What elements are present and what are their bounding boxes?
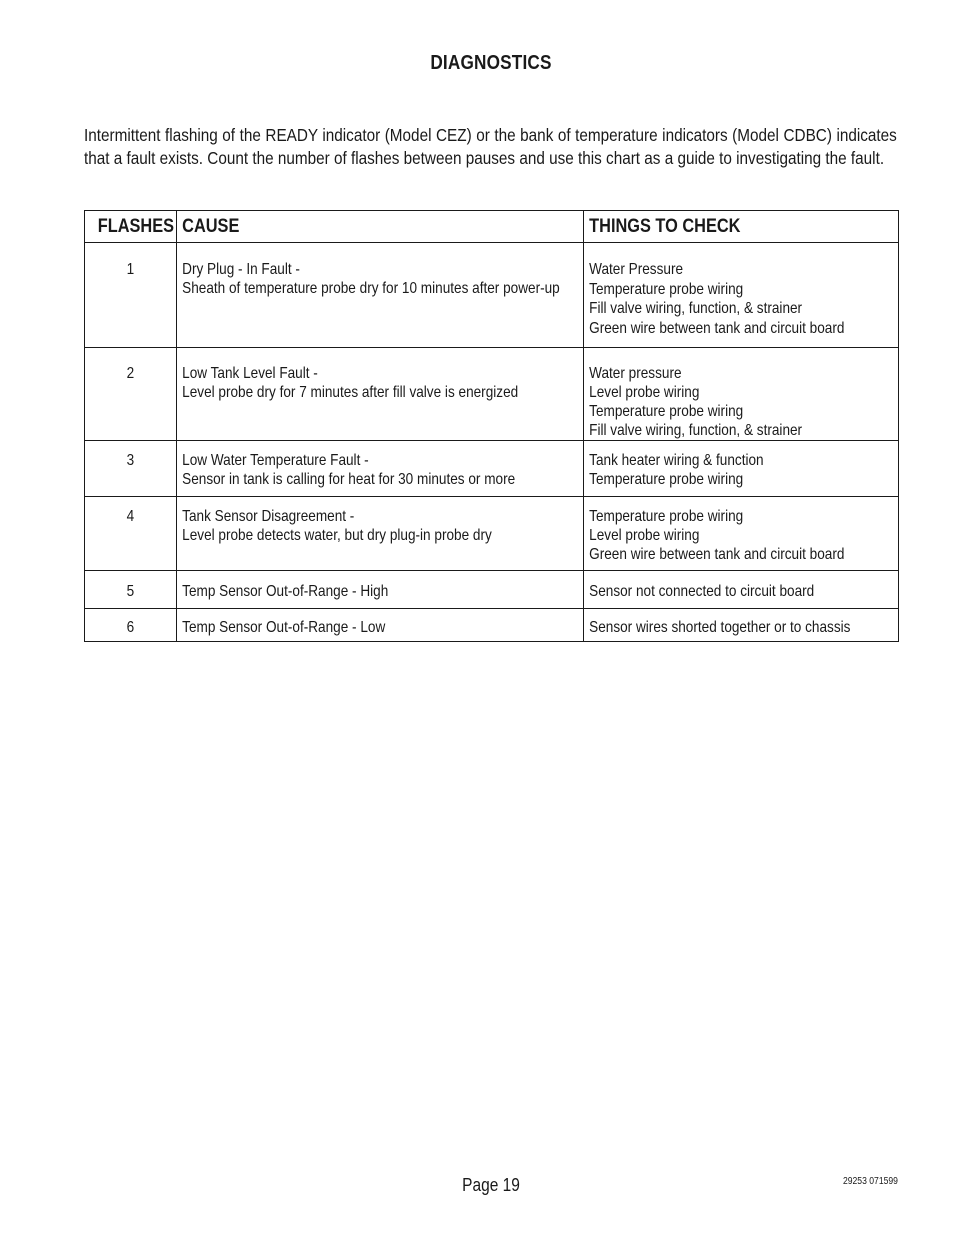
flashes-cell bbox=[85, 243, 177, 348]
flashes-count: 4 bbox=[126, 508, 135, 525]
check-item: Water Pressure bbox=[589, 261, 684, 278]
things-to-check-cell bbox=[584, 609, 899, 642]
cause-line: Temp Sensor Out-of-Range - High bbox=[182, 583, 389, 600]
table-header-row bbox=[85, 211, 899, 243]
header-cause: CAUSE bbox=[177, 211, 584, 243]
table-row bbox=[85, 441, 899, 497]
check-item: Sensor wires shorted together or to chassis bbox=[589, 619, 851, 636]
cause-cell bbox=[177, 497, 584, 571]
table-row bbox=[85, 348, 899, 441]
cause-line: Level probe dry for 7 minutes after fill valve is energized bbox=[182, 384, 519, 401]
check-item: Green wire between tank and circuit board bbox=[589, 319, 845, 337]
cause-line: Temp Sensor Out-of-Range - Low bbox=[182, 619, 386, 636]
check-item: Temperature probe wiring bbox=[589, 280, 744, 298]
check-item: Level probe wiring bbox=[589, 527, 700, 544]
flashes-count: 6 bbox=[126, 619, 135, 636]
check-item: Sensor not connected to circuit board bbox=[589, 583, 815, 600]
check-item: Water pressure bbox=[589, 365, 682, 382]
page-number: Page 19 bbox=[462, 1175, 520, 1195]
things-to-check-cell bbox=[584, 441, 899, 497]
cause-line: Low Water Temperature Fault - bbox=[182, 452, 369, 469]
flashes-cell bbox=[85, 348, 177, 441]
cause-cell bbox=[177, 348, 584, 441]
flashes-cell bbox=[85, 571, 177, 609]
cause-line: Tank Sensor Disagreement - bbox=[182, 508, 355, 525]
cause-cell bbox=[177, 441, 584, 497]
cause-line: Sheath of temperature probe dry for 10 minutes after power-up bbox=[182, 280, 560, 297]
check-item: Tank heater wiring & function bbox=[589, 452, 764, 469]
things-to-check-cell bbox=[584, 348, 899, 441]
cause-cell bbox=[177, 243, 584, 348]
flashes-cell bbox=[85, 609, 177, 642]
header-flashes: FLASHES bbox=[85, 211, 177, 243]
check-item: Fill valve wiring, function, & strainer bbox=[589, 422, 803, 439]
header-things-to-check: THINGS TO CHECK bbox=[584, 211, 899, 243]
table-row bbox=[85, 497, 899, 571]
things-to-check-cell bbox=[584, 243, 899, 348]
table-row bbox=[85, 243, 899, 348]
things-to-check-cell bbox=[584, 497, 899, 571]
flashes-cell bbox=[85, 497, 177, 571]
cause-line: Sensor in tank is calling for heat for 30 minutes or more bbox=[182, 471, 516, 488]
cause-cell bbox=[177, 609, 584, 642]
flashes-cell bbox=[85, 441, 177, 497]
table-body bbox=[85, 243, 899, 642]
check-item: Green wire between tank and circuit board bbox=[589, 546, 845, 563]
intro-paragraph: Intermittent flashing of the READY indicator (Model CEZ) or the bank of temperature indicators (Model CDBC) indicates that a fault exists. Count the number of flashes between pauses and use this chart as a guide to investigating the fault. bbox=[84, 125, 897, 168]
diagnostics-table bbox=[84, 210, 899, 642]
check-item: Temperature probe wiring bbox=[589, 471, 744, 488]
flashes-count: 1 bbox=[126, 261, 135, 278]
flashes-count: 3 bbox=[126, 452, 135, 469]
things-to-check-cell bbox=[584, 571, 899, 609]
check-item: Fill valve wiring, function, & strainer bbox=[589, 300, 803, 317]
cause-line: Level probe detects water, but dry plug-in probe dry bbox=[182, 527, 492, 544]
document-code: 29253 071599 bbox=[842, 1176, 898, 1187]
page-title: DIAGNOSTICS bbox=[430, 52, 552, 74]
table-row bbox=[85, 609, 899, 642]
check-item: Temperature probe wiring bbox=[589, 403, 744, 420]
cause-line: Low Tank Level Fault - bbox=[182, 365, 318, 382]
cause-cell bbox=[177, 571, 584, 609]
check-item: Level probe wiring bbox=[589, 384, 700, 401]
flashes-count: 5 bbox=[126, 583, 135, 600]
check-item: Temperature probe wiring bbox=[589, 508, 744, 525]
table-row bbox=[85, 571, 899, 609]
flashes-count: 2 bbox=[126, 365, 135, 382]
cause-line: Dry Plug - In Fault - bbox=[182, 261, 300, 278]
